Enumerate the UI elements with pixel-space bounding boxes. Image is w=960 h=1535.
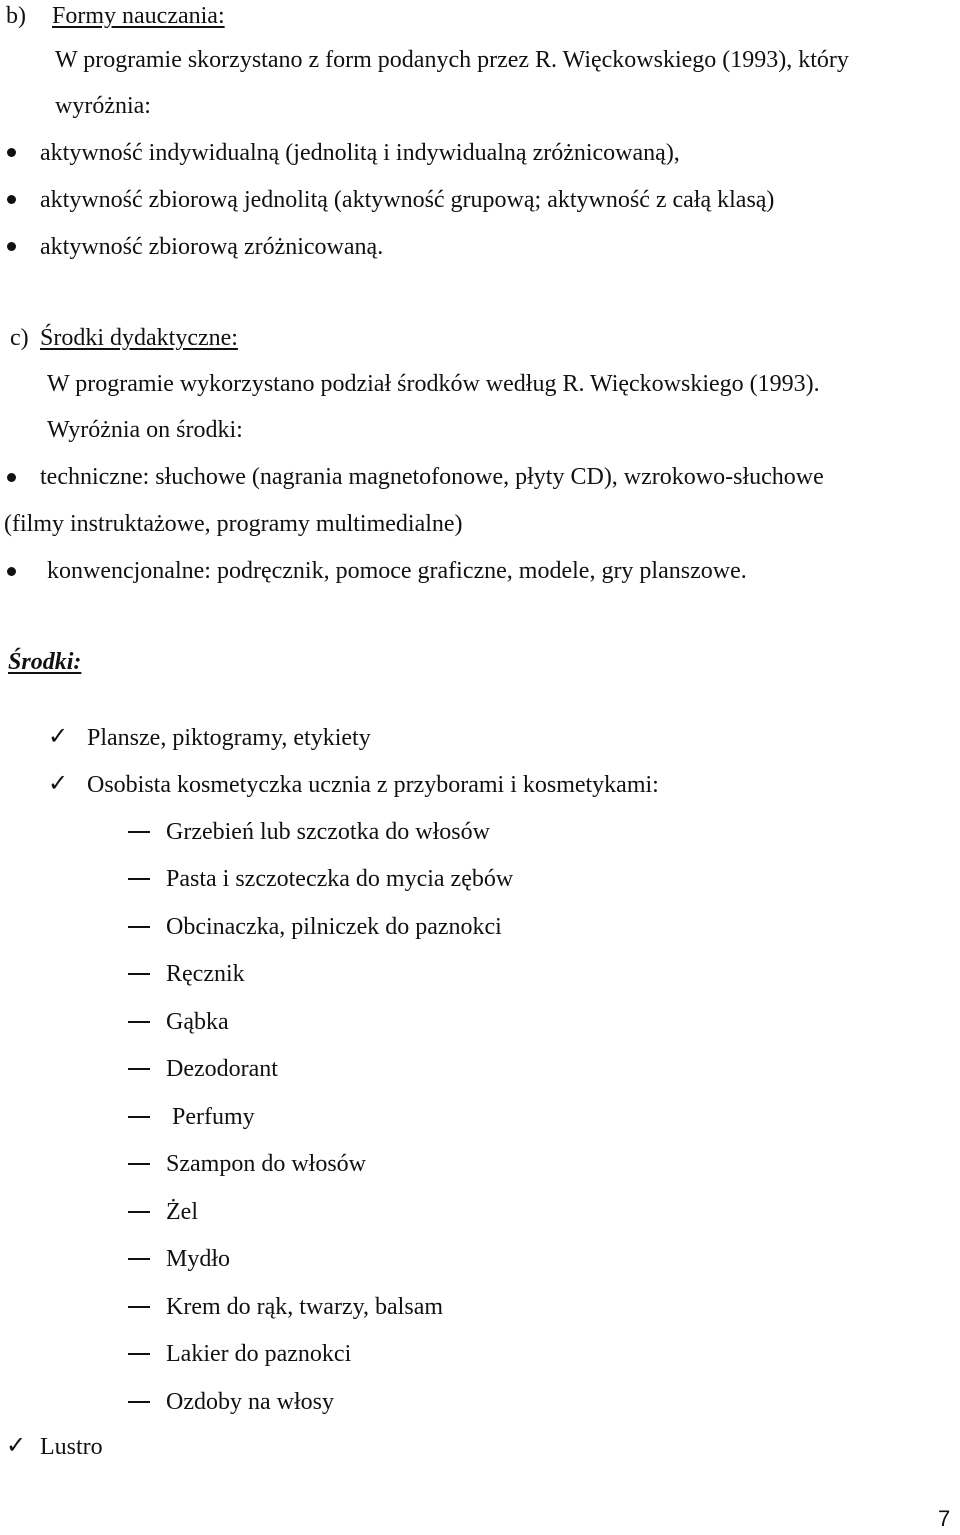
srodki-last-item: Lustro [40, 1434, 103, 1460]
dash-icon [128, 1021, 150, 1023]
srodki-sub-item: Lakier do paznokci [166, 1341, 352, 1367]
section-c-intro-line1: W programie wykorzystano podział środków według R. Więckowskiego (1993). [47, 371, 820, 397]
srodki-sub-item: Perfumy [166, 1104, 255, 1130]
srodki-sub-item: Dezodorant [166, 1056, 278, 1082]
section-b-marker: b) [6, 3, 26, 29]
dash-icon [128, 878, 150, 880]
srodki-sub-item: Mydło [166, 1246, 231, 1272]
section-c-item1-line2: (filmy instruktażowe, programy multimedialne) [4, 511, 463, 537]
dash-icon [128, 1211, 150, 1213]
page-number: 7 [938, 1506, 951, 1531]
srodki-sub-item: Gąbka [166, 1009, 229, 1035]
section-b-intro-line2: wyróżnia: [55, 93, 151, 119]
srodki-sub-item: Obcinaczka, pilniczek do paznokci [166, 914, 502, 940]
section-b-item: aktywność zbiorową zróżnicowaną. [40, 234, 384, 260]
dash-icon [128, 1116, 150, 1118]
dash-icon [128, 831, 150, 833]
bullet-icon [7, 195, 16, 204]
bullet-icon [7, 148, 16, 157]
dash-icon [128, 1258, 150, 1260]
dash-icon [128, 1068, 150, 1070]
srodki-sub-item: Ręcznik [166, 961, 245, 987]
checkmark-icon: ✓ [48, 769, 69, 797]
srodki-check-item: Osobista kosmetyczka ucznia z przyborami i kosmetykami: [87, 772, 659, 798]
checkmark-icon: ✓ [48, 722, 69, 750]
section-b-title: Formy nauczania: [52, 3, 225, 29]
section-b-item: aktywność indywidualną (jednolitą i indywidualną zróżnicowaną), [40, 140, 680, 166]
section-c-item2: konwencjonalne: podręcznik, pomoce graficzne, modele, gry planszowe. [47, 558, 747, 584]
dash-icon [128, 1353, 150, 1355]
srodki-sub-item: Krem do rąk, twarzy, balsam [166, 1294, 444, 1320]
checkmark-icon: ✓ [6, 1431, 27, 1459]
srodki-sub-item: Ozdoby na włosy [166, 1389, 334, 1415]
srodki-sub-item: Żel [166, 1199, 198, 1225]
section-c-item1-line1: techniczne: słuchowe (nagrania magnetofonowe, płyty CD), wzrokowo-słuchowe [40, 464, 824, 490]
srodki-heading: Środki: [8, 649, 82, 675]
dash-icon [128, 926, 150, 928]
dash-icon [128, 1401, 150, 1403]
srodki-sub-item: Grzebień lub szczotka do włosów [166, 819, 490, 845]
bullet-icon [7, 242, 16, 251]
dash-icon [128, 1163, 150, 1165]
dash-icon [128, 973, 150, 975]
section-b-intro-line1: W programie skorzystano z form podanych przez R. Więckowskiego (1993), który [55, 47, 849, 73]
section-c-marker: c) [10, 325, 29, 351]
dash-icon [128, 1306, 150, 1308]
bullet-icon [7, 567, 16, 576]
section-c-intro-line2: Wyróżnia on środki: [47, 417, 243, 443]
section-c-title: Środki dydaktyczne: [40, 325, 238, 351]
section-b-item: aktywność zbiorową jednolitą (aktywność grupową; aktywność z całą klasą) [40, 187, 775, 213]
srodki-sub-item: Pasta i szczoteczka do mycia zębów [166, 866, 514, 892]
srodki-sub-item: Szampon do włosów [166, 1151, 366, 1177]
srodki-check-item: Plansze, piktogramy, etykiety [87, 725, 371, 751]
bullet-icon [7, 473, 16, 482]
